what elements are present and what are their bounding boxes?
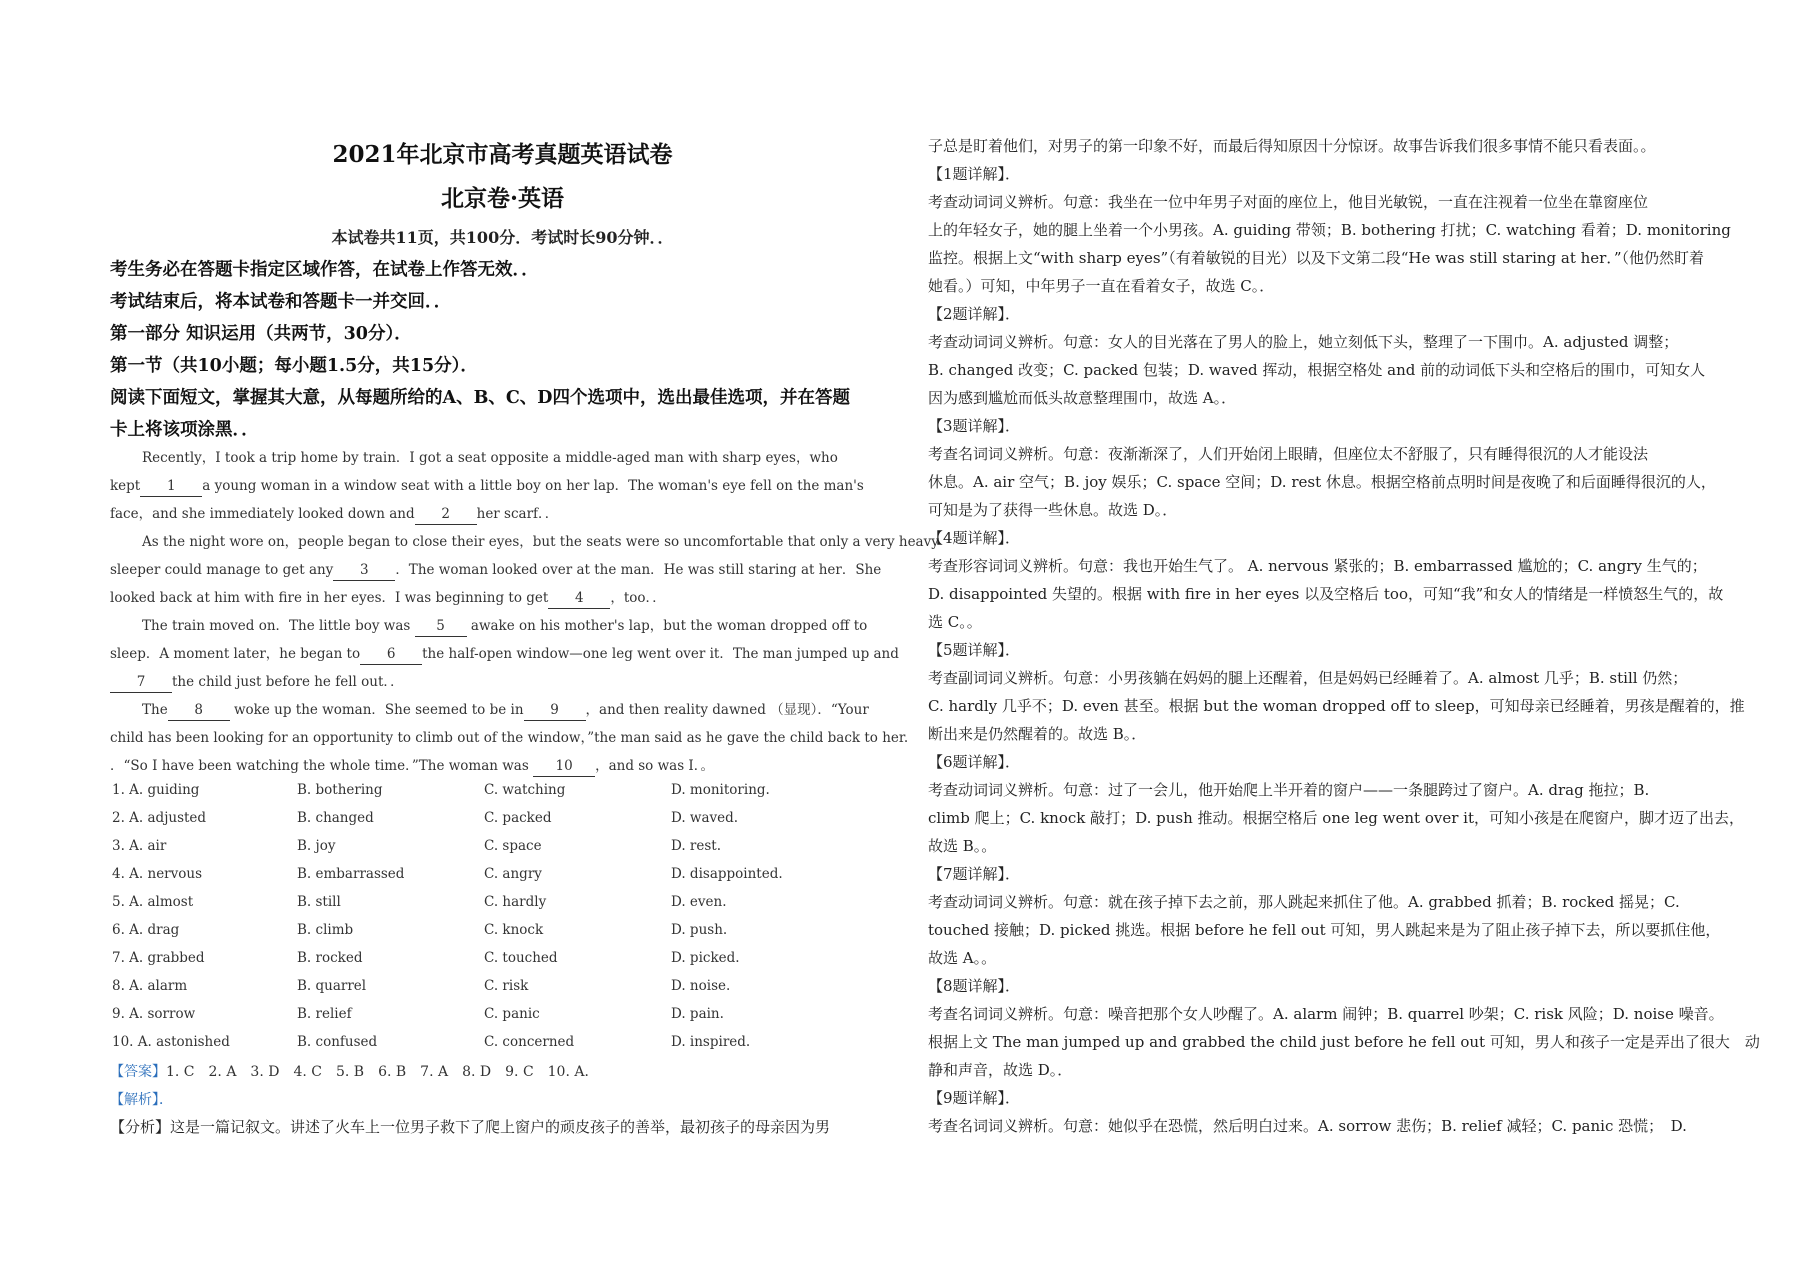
option-row: 8. A. alarm B. quarrel C. risk D. noise. xyxy=(112,978,731,994)
explanation-line: 【1题详解】． xyxy=(928,165,1021,183)
explanation-line: 静和声音，故选 D。． xyxy=(928,1061,1073,1079)
blank-5: 5 xyxy=(415,616,467,637)
explanation-line: 考查形容词词义辨析。句意：我也开始生气了。 A. nervous 紧张的；B. embarrassed 尴尬的；C. angry 生气的； xyxy=(928,557,1707,575)
explanation-line: 断出来是仍然醒着的。故选 B。． xyxy=(928,725,1147,743)
reading-instruction-line-1: 阅读下面短文，掌握其大意，从每题所给的A、B、C、D四个选项中，选出最佳选项，并在答题 xyxy=(110,388,850,408)
explanation-line: 【5题详解】． xyxy=(928,641,1021,659)
explanation-line: 休息。A. air 空气；B. joy 娱乐；C. space 空间；D. rest 休息。根据空格前点明时间是夜晚了和后面睡得很沉的人， xyxy=(928,473,1716,491)
blank-2: 2 xyxy=(415,504,477,525)
blank-10: 10 xyxy=(533,756,595,777)
analysis-label: 【解析】． xyxy=(110,1092,173,1108)
explanation-line: 考查动词词义辨析。句意：我坐在一位中年男子对面的座位上，他目光敏锐，一直在注视着一位坐在靠窗座位 xyxy=(928,193,1649,211)
blank-6: 6 xyxy=(360,644,422,665)
instruction-1: 考生务必在答题卡指定区域作答，在试卷上作答无效．． xyxy=(110,260,539,280)
explanation-line: 故选 A。。 xyxy=(928,949,997,967)
answer-label: 【答案】 xyxy=(110,1064,166,1080)
passage-line: face，and she immediately looked down and 2 her scarf．． xyxy=(110,500,895,528)
analysis-line: 子总是盯着他们，对男子的第一印象不好，而最后得知原因十分惊讶。故事告诉我们很多事情不能只看表面。。 xyxy=(928,137,1656,155)
blank-4: 4 xyxy=(548,588,610,609)
explanation-line: D. disappointed 失望的。根据 with fire in her eyes 以及空格后 too，可知“我”和女人的情绪是一样愤怒生气的，故 xyxy=(928,585,1724,603)
explanation-line: 监控。根据上文“with sharp eyes”（有着敏锐的目光）以及下文第二段“He was still staring at her．”（他仍然盯着 xyxy=(928,249,1705,267)
explanation-line: 考查名词词义辨析。句意：噪音把那个女人吵醒了。A. alarm 闹钟；B. quarrel 吵架；C. risk 风险；D. noise 噪音。 xyxy=(928,1005,1724,1023)
explanation-line: 根据上文 The man jumped up and grabbed the child just before he fell out 可知，男人和孩子一定是弄出了很大 动 xyxy=(928,1033,1760,1051)
explanation-line: 可知是为了获得一些休息。故选 D。． xyxy=(928,501,1178,519)
passage-line: The train moved on．The little boy was 5 awake on his mother's lap，but the woman dropped off to xyxy=(110,612,895,640)
exam-title: 2021年北京市高考真题英语试卷 xyxy=(332,141,673,168)
explanation-line: 【3题详解】． xyxy=(928,417,1021,435)
passage-line: Recently，I took a trip home by train．I got a seat opposite a middle-aged man with sharp eyes，who xyxy=(142,450,838,466)
answer-line xyxy=(110,1061,598,1081)
passage-line: sleep．A moment later，he began to 6 the half-open window—one leg went over it．The man jumped up and xyxy=(110,640,895,668)
explanation-line: 考查动词词义辨析。句意：过了一会儿，他开始爬上半开着的窗户——一条腿跨过了窗户。A. drag 拖拉；B. xyxy=(928,781,1650,799)
explanation-line: 因为感到尴尬而低头故意整理围巾，故选 A。． xyxy=(928,389,1237,407)
explanation-line: 【9题详解】． xyxy=(928,1089,1021,1107)
option-row: 3. A. air B. joy C. space D. rest. xyxy=(112,838,722,854)
section-heading: 第一部分 知识运用（共两节，30分）． xyxy=(110,324,412,344)
passage-line: sleeper could manage to get any 3 ．The woman looked over at the man．He was still staring at her．She xyxy=(110,556,895,584)
explanation-block xyxy=(928,132,1760,1168)
blank-9: 9 xyxy=(524,700,586,721)
option-row: 6. A. drag B. climb C. knock D. push. xyxy=(112,922,728,938)
explanation-line: 选 C。。 xyxy=(928,613,982,631)
explanation-line: 考查名词词义辨析。句意：夜渐渐深了，人们开始闭上眼睛，但座位太不舒服了，只有睡得很沉的人才能设法 xyxy=(928,445,1649,463)
blank-3: 3 xyxy=(333,560,395,581)
explanation-line: C. hardly 几乎不；D. even 甚至。根据 but the woman dropped off to sleep，可知母亲已经睡着，男孩是醒着的，推 xyxy=(928,697,1745,715)
explanation-line: 考查副词词义辨析。句意：小男孩躺在妈妈的腿上还醒着，但是妈妈已经睡着了。A. almost 几乎；B. still 仍然； xyxy=(928,669,1688,687)
exam-subtitle: 北京卷·英语 xyxy=(440,185,564,212)
analysis-line: 【分析】这是一篇记叙文。讲述了火车上一位男子救下了爬上窗户的顽皮孩子的善举，最初孩子的母亲因为男 xyxy=(110,1118,831,1136)
explanation-line: 【2题详解】． xyxy=(928,305,1021,323)
explanation-line: 考查动词词义辨析。句意：女人的目光落在了男人的脸上，她立刻低下头，整理了一下围巾。A. adjusted 调整； xyxy=(928,333,1679,351)
explanation-line: 考查动词词义辨析。句意：就在孩子掉下去之前，那人跳起来抓住了他。A. grabbed 抓着；B. rocked 摇晃；C. xyxy=(928,893,1680,911)
explanation-line: 【7题详解】． xyxy=(928,865,1021,883)
explanation-line: climb 爬上；C. knock 敲打；D. push 推动。根据空格后 one leg went over it，可知小孩是在爬窗户，脚才迈了出去， xyxy=(928,809,1744,827)
reading-instruction-line-2: 卡上将该项涂黑．． xyxy=(110,420,259,440)
explanation-line: 【4题详解】． xyxy=(928,529,1021,547)
analysis-paragraph xyxy=(110,1113,895,1141)
passage-line: child has been looking for an opportunity to climb out of the window，”the man said as he gave the child back to her. xyxy=(110,730,909,746)
option-row: 5. A. almost B. still C. hardly D. even. xyxy=(112,894,727,910)
subsection-heading: 第一节（共10小题；每小题1.5分，共15分）． xyxy=(110,356,478,376)
option-row: 1. A. guiding B. bothering C. watching D. monitoring. xyxy=(112,782,770,798)
blank-1: 1 xyxy=(140,476,202,497)
passage-line: ．“So I have been watching the whole time．”The woman was 10 ，and so was I．。 xyxy=(110,752,895,780)
explanation-line xyxy=(928,1140,1728,1168)
explanation-line: 故选 B。。 xyxy=(928,837,997,855)
option-row: 10. A. astonished B. confused C. concerned D. inspired. xyxy=(112,1034,751,1050)
blank-8: 8 xyxy=(168,700,230,721)
explanation-line: 考查名词词义辨析。句意：她似乎在恐慌，然后明白过来。A. sorrow 悲伤；B. relief 减轻；C. panic 恐慌； D. xyxy=(928,1117,1687,1135)
option-row: 2. A. adjusted B. changed C. packed D. waved. xyxy=(112,810,739,826)
blank-7: 7 xyxy=(110,672,172,693)
option-row: 4. A. nervous B. embarrassed C. angry D. disappointed. xyxy=(112,866,783,882)
option-row: 9. A. sorrow B. relief C. panic D. pain. xyxy=(112,1006,724,1022)
answer-text: 1. C 2. A 3. D 4. C 5. B 6. B 7. A 8. D 9. C 10. A． xyxy=(166,1064,599,1080)
passage-line: kept 1 a young woman in a window seat with a little boy on her lap．The woman's eye fell on the man's xyxy=(110,472,895,500)
explanation-line: 【8题详解】． xyxy=(928,977,1021,995)
exam-note: 本试卷共11页，共100分．考试时长90分钟．． xyxy=(331,228,674,247)
option-row: 7. A. grabbed B. rocked C. touched D. picked. xyxy=(112,950,740,966)
options-table xyxy=(110,778,895,1058)
explanation-line: 上的年轻女子，她的腿上坐着一个小男孩。A. guiding 带领；B. bothering 打扰；C. watching 看着；D. monitoring xyxy=(928,221,1731,239)
passage-line: looked back at him with fire in her eyes．I was beginning to get 4 ，too．． xyxy=(110,584,895,612)
explanation-line: B. changed 改变；C. packed 包装；D. waved 挥动，根据空格处 and 前的动词低下头和空格后的围巾，可知女人 xyxy=(928,361,1706,379)
passage-line: As the night wore on，people began to close their eyes，but the seats were so uncomfortable that only a very heavy xyxy=(142,534,939,550)
explanation-line: touched 接触；D. picked 挑选。根据 before he fell out 可知，男人跳起来是为了阻止孩子掉下去，所以要抓住他， xyxy=(928,921,1721,939)
explanation-line: 她看。）可知，中年男子一直在看着女子，故选 C。． xyxy=(928,277,1275,295)
instruction-2: 考试结束后，将本试卷和答题卡一并交回．． xyxy=(110,292,452,312)
explanation-line: 【6题详解】． xyxy=(928,753,1021,771)
passage xyxy=(110,444,939,780)
passage-line: 7 the child just before he fell out．． xyxy=(110,668,895,696)
passage-line: The 8 woke up the woman．She seemed to be in 9 ，and then reality dawned （显现）．“Your xyxy=(110,696,895,724)
